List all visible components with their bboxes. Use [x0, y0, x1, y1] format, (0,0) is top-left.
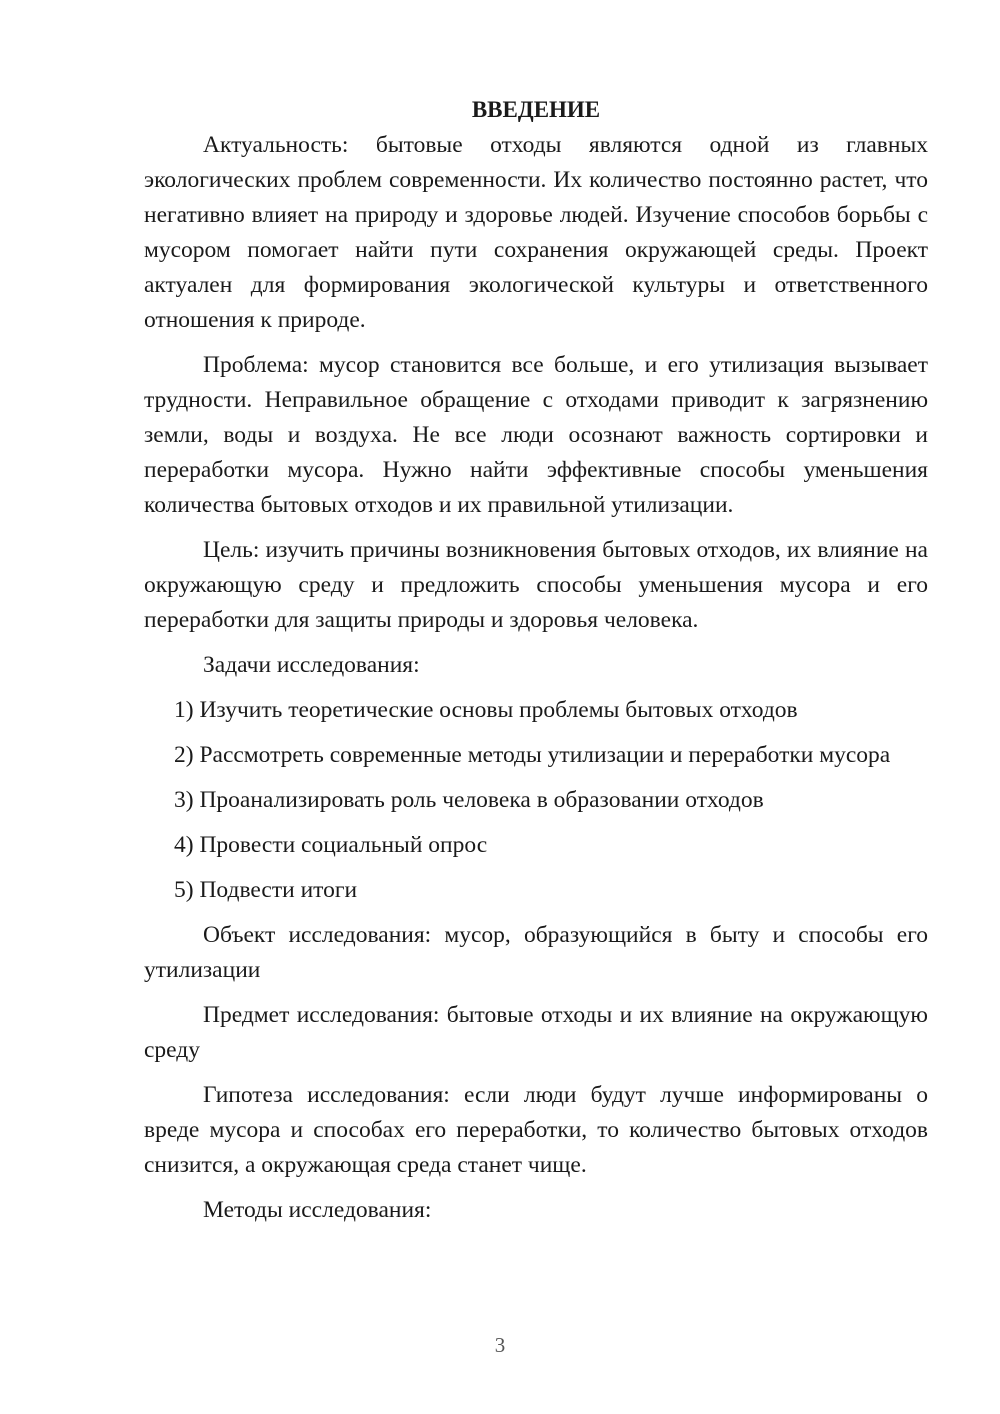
paragraph-problem: Проблема: мусор становится все больше, и его утилизация вызывает трудности. Неправильное обращение с отходами приводит к загрязнению земли, воды и воздуха. Не все люди осознают важность сортировки и переработки мусора. Нужно найти эффективные способы уменьшения количества бытовых отходов и их правильной утилизации. [144, 352, 928, 518]
task-item-3: 3) Проанализировать роль человека в образовании отходов [174, 787, 764, 813]
task-item-2: 2) Рассмотреть современные методы утилизации и переработки мусора [174, 742, 891, 768]
paragraph-goal: Цель: изучить причины возникновения бытовых отходов, их влияние на окружающую среду и предложить способы уменьшения мусора и его переработки для защиты природы и здоровья человека. [144, 537, 928, 633]
paragraph-tasks-heading: Задачи исследования: [203, 652, 420, 678]
page-number: 3 [494, 1333, 506, 1357]
paragraph-object: Объект исследования: мусор, образующийся в быту и способы его утилизации [144, 922, 928, 983]
paragraph-subject: Предмет исследования: бытовые отходы и их влияние на окружающую среду [144, 1002, 928, 1063]
paragraph-relevance: Актуальность: бытовые отходы являются одной из главных экологических проблем современности. Их количество постоянно растет, что негативно влияет на природу и здоровье людей. Изучение способов борьбы с мусором помогает найти пути сохранения окружающей среды. Проект актуален для формирования экологической культуры и ответственного отношения к природе. [144, 132, 928, 333]
paragraph-methods: Методы исследования: [203, 1197, 432, 1223]
task-item-4: 4) Провести социальный опрос [174, 832, 488, 858]
task-item-5: 5) Подвести итоги [174, 877, 358, 903]
task-item-1: 1) Изучить теоретические основы проблемы бытовых отходов [174, 697, 798, 723]
paragraph-hypothesis: Гипотеза исследования: если люди будут лучше информированы о вреде мусора и способах его переработки, то количество бытовых отходов снизится, а окружающая среда станет чище. [144, 1082, 928, 1178]
document-page [144, 92, 928, 1238]
section-title: ВВЕДЕНИЕ [471, 97, 601, 122]
